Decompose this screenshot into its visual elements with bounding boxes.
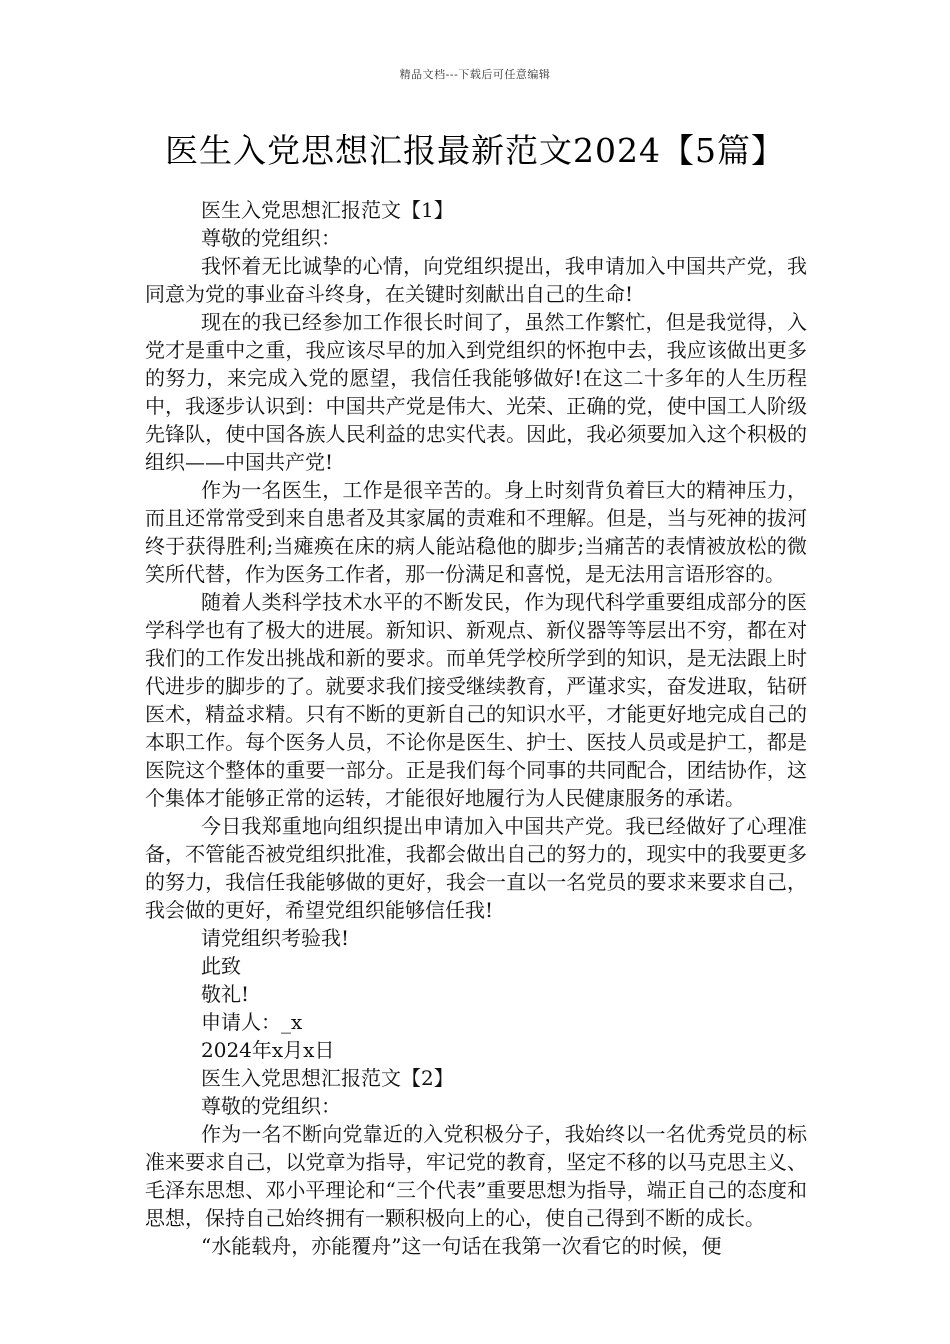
section-heading-1: 医生入党思想汇报范文【1】 bbox=[201, 198, 454, 222]
paragraph: “水能载舟，亦能覆舟”这一句话在我第一次看它的时候，便 bbox=[201, 1234, 722, 1258]
closing-line: 此致 bbox=[201, 954, 241, 978]
paragraph: 作为一名医生，工作是很辛苦的。身上时刻背负着巨大的精神压力，而且还常常受到来自患者及其家属的责难和不理解。但是，当与死神的拔河终于获得胜利;当瘫痪在床的病人能站稳他的脚步;当痛苦的表情被放松的微笑所代替，作为医务工作者，那一份满足和喜悦，是无法用言语形容的。 bbox=[145, 478, 807, 586]
paragraph: 今日我郑重地向组织提出申请加入中国共产党。我已经做好了心理准备，不管能否被党组织批准，我都会做出自己的努力的，现实中的我要更多的努力，我信任我能够做的更好，我会一直以一名党员的要求来要求自己，我会做的更好，希望党组织能够信任我! bbox=[145, 814, 807, 922]
closing-line: 敬礼! bbox=[201, 982, 250, 1006]
salutation-1: 尊敬的党组织： bbox=[201, 226, 341, 250]
closing-line: 请党组织考验我! bbox=[201, 926, 350, 950]
header-note: 精品文档---下载后可任意编辑 bbox=[399, 68, 551, 81]
paragraph: 随着人类科学技术水平的不断发民，作为现代科学重要组成部分的医学科学也有了极大的进展。新知识、新观点、新仪器等等层出不穷，都在对我们的工作发出挑战和新的要求。而单凭学校所学到的知识，是无法跟上时代进步的脚步的了。就要求我们接受继续教育，严谨求实，奋发进取，钻研医术，精益求精。只有不断的更新自己的知识水平，才能更好地完成自己的本职工作。每个医务人员，不论你是医生、护士、医技人员或是护工，都是医院这个整体的重要一部分。正是我们每个同事的共同配合，团结协作，这个集体才能够正常的运转，才能很好地履行为人民健康服务的承诺。 bbox=[145, 590, 807, 810]
document-body bbox=[145, 196, 807, 1260]
document-title: 医生入党思想汇报最新范文2024【5篇】 bbox=[165, 131, 785, 170]
salutation-2: 尊敬的党组织： bbox=[201, 1094, 341, 1118]
paragraph: 作为一名不断向党靠近的入党积极分子，我始终以一名优秀党员的标准来要求自己，以党章为指导，牢记党的教育，坚定不移的以马克思主义、毛泽东思想、邓小平理论和“三个代表”重要思想为指导，端正自己的态度和思想，保持自己始终拥有一颗积极向上的心，使自己得到不断的成长。 bbox=[145, 1122, 807, 1230]
paragraph: 我怀着无比诚挚的心情，向党组织提出，我申请加入中国共产党，我同意为党的事业奋斗终身，在关键时刻献出自己的生命! bbox=[145, 254, 807, 306]
applicant-line: 申请人：_x bbox=[201, 1010, 303, 1034]
section-heading-2: 医生入党思想汇报范文【2】 bbox=[201, 1066, 454, 1090]
date-line: 2024年x月x日 bbox=[201, 1038, 335, 1062]
paragraph: 现在的我已经参加工作很长时间了，虽然工作繁忙，但是我觉得，入党才是重中之重，我应该尽早的加入到党组织的怀抱中去，我应该做出更多的努力，来完成入党的愿望，我信任我能够做好!在这二十多年的人生历程中，我逐步认识到：中国共产党是伟大、光荣、正确的党，使中国工人阶级先锋队，使中国各族人民利益的忠实代表。因此，我必须要加入这个积极的组织——中国共产党! bbox=[145, 310, 807, 474]
